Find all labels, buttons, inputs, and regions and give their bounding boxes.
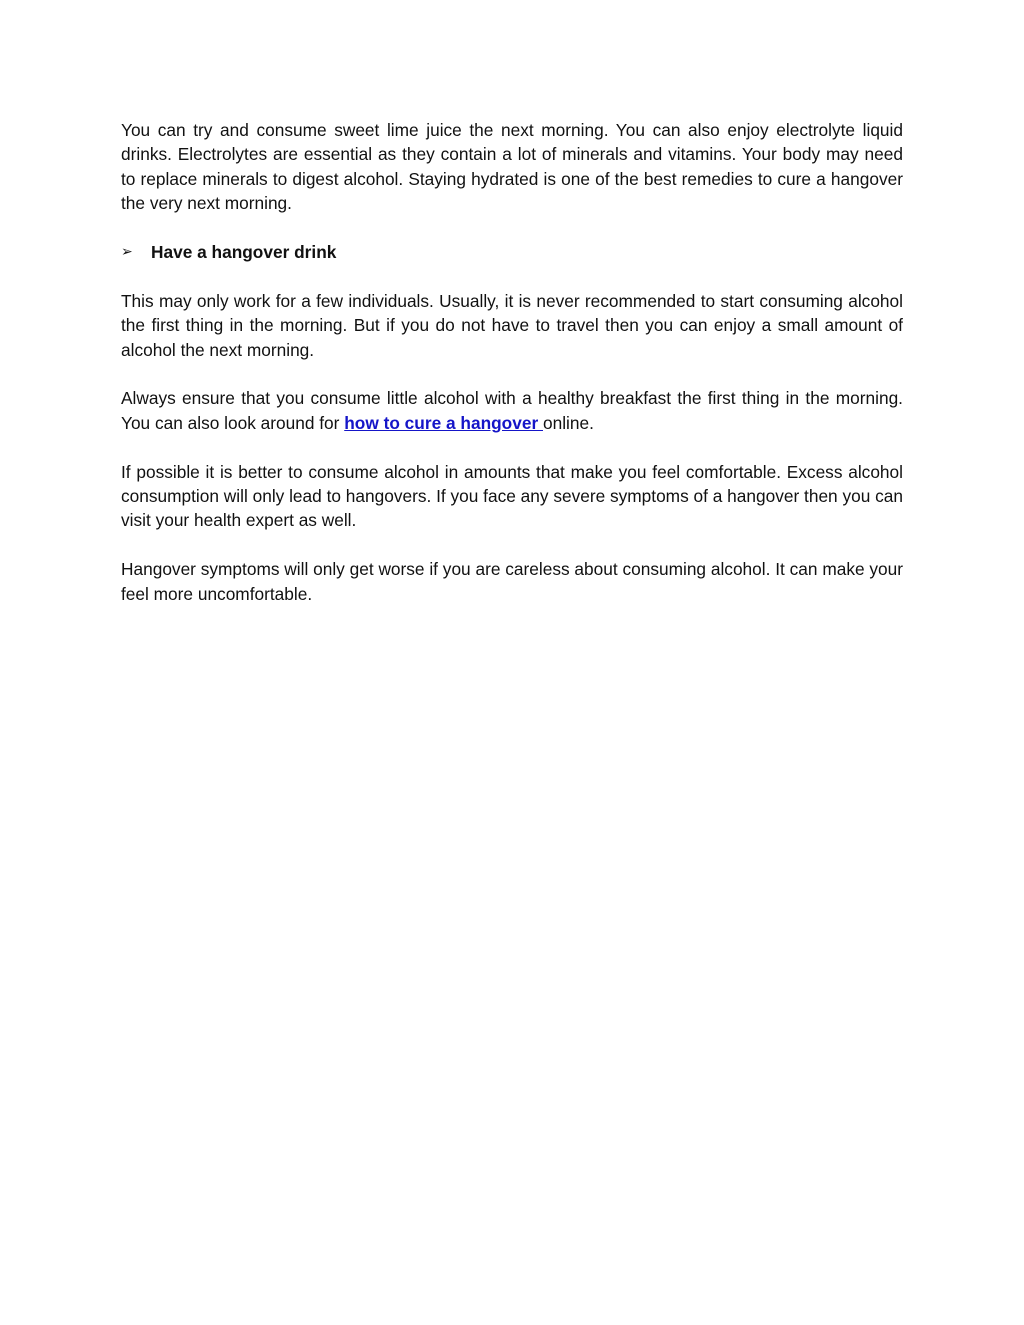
paragraph-comfortable-amounts: If possible it is better to consume alcohol in amounts that make you feel comfortable. Excess alcohol consumption will only lead to hangovers. If you face any severe symptoms of a hangover then you can visit your health expert as well. (121, 461, 903, 531)
bullet-heading: Have a hangover drink (151, 242, 337, 263)
paragraph-text-after-link: online. (543, 412, 594, 433)
arrowhead-bullet-icon: ➢ (121, 244, 133, 261)
bullet-item-hangover-drink (121, 240, 903, 264)
paragraph-electrolytes: You can try and consume sweet lime juice the next morning. You can also enjoy electrolyte liquid drinks. Electrolytes are essential as they contain a lot of minerals and vitamins. Your body may need to replace minerals to digest alcohol. Staying hydrated is one of the best remedies to cure a hangover the very next morning. (121, 120, 903, 214)
document-page (121, 118, 903, 630)
cure-hangover-link[interactable]: how to cure a hangover (344, 412, 543, 433)
paragraph-few-individuals: This may only work for a few individuals. Usually, it is never recommended to start consuming alcohol the first thing in the morning. But if you do not have to travel then you can enjoy a small amount of alcohol the next morning. (121, 290, 903, 360)
paragraph-symptoms-worse: Hangover symptoms will only get worse if you are careless about consuming alcohol. It can make your feel more uncomfortable. (121, 559, 903, 604)
paragraph-healthy-breakfast (121, 386, 903, 435)
paragraph-text-before-link: Always ensure that you consume little alcohol with a healthy breakfast the first thing in the morning. You can also look around for (121, 388, 903, 433)
